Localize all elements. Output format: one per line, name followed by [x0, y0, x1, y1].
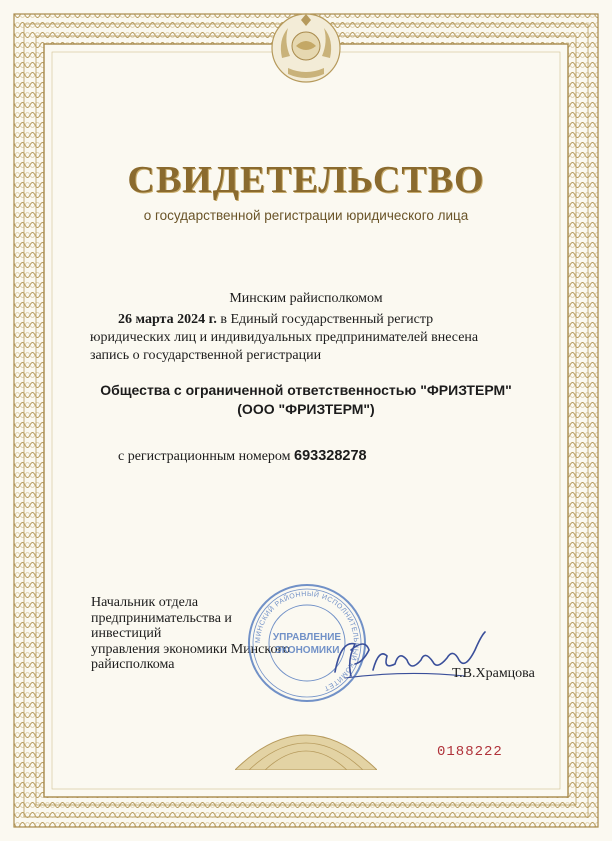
org-full-name: Общества с ограниченной ответственностью "ФРИЗТЕРМ" — [100, 382, 512, 398]
state-emblem-icon — [268, 10, 344, 86]
issuer-text: Минским райисполкомом — [229, 291, 383, 306]
entry-line-3: запись о государственной регистрации — [90, 348, 322, 363]
decorative-rosette — [235, 720, 377, 770]
registration-entry — [90, 311, 523, 365]
stamp-center-text-1: УПРАВЛЕНИЕ — [272, 632, 342, 643]
position-line: инвестиций — [91, 626, 162, 641]
stamp-center-text-2: ЭКОНОМИКИ — [274, 645, 340, 656]
org-short-name: (ООО "ФРИЗТЕРМ") — [237, 401, 375, 417]
position-line: Начальник отдела — [91, 595, 199, 610]
entry-text-1: в Единый государственный регистр — [216, 312, 434, 327]
stamp-ring-text: МИНСКИЙ РАЙОННЫЙ ИСПОЛНИТЕЛЬНЫЙ КОМИТЕТ — [254, 590, 360, 692]
entry-line-1 — [90, 311, 523, 329]
position-line: управления экономики Минского — [91, 641, 290, 657]
serial-number: 0188222 — [437, 744, 503, 760]
entry-line-2: юридических лиц и индивидуальных предпринимателей внесена — [90, 330, 479, 345]
reg-number: 693328278 — [294, 448, 367, 464]
position-line: предпринимательства и — [91, 610, 232, 626]
document-subtitle: о государственной регистрации юридического лица — [143, 208, 469, 223]
document-title: СВИДЕТЕЛЬСТВО — [127, 159, 485, 201]
registration-number-line — [118, 448, 367, 465]
organization-name — [0, 381, 612, 419]
position-line: райисполкома — [91, 657, 175, 672]
reg-number-label: с регистрационным номером — [118, 449, 291, 464]
signer-name: Т.В.Храмцова — [452, 666, 535, 681]
registration-date: 26 марта 2024 г. — [118, 312, 217, 327]
